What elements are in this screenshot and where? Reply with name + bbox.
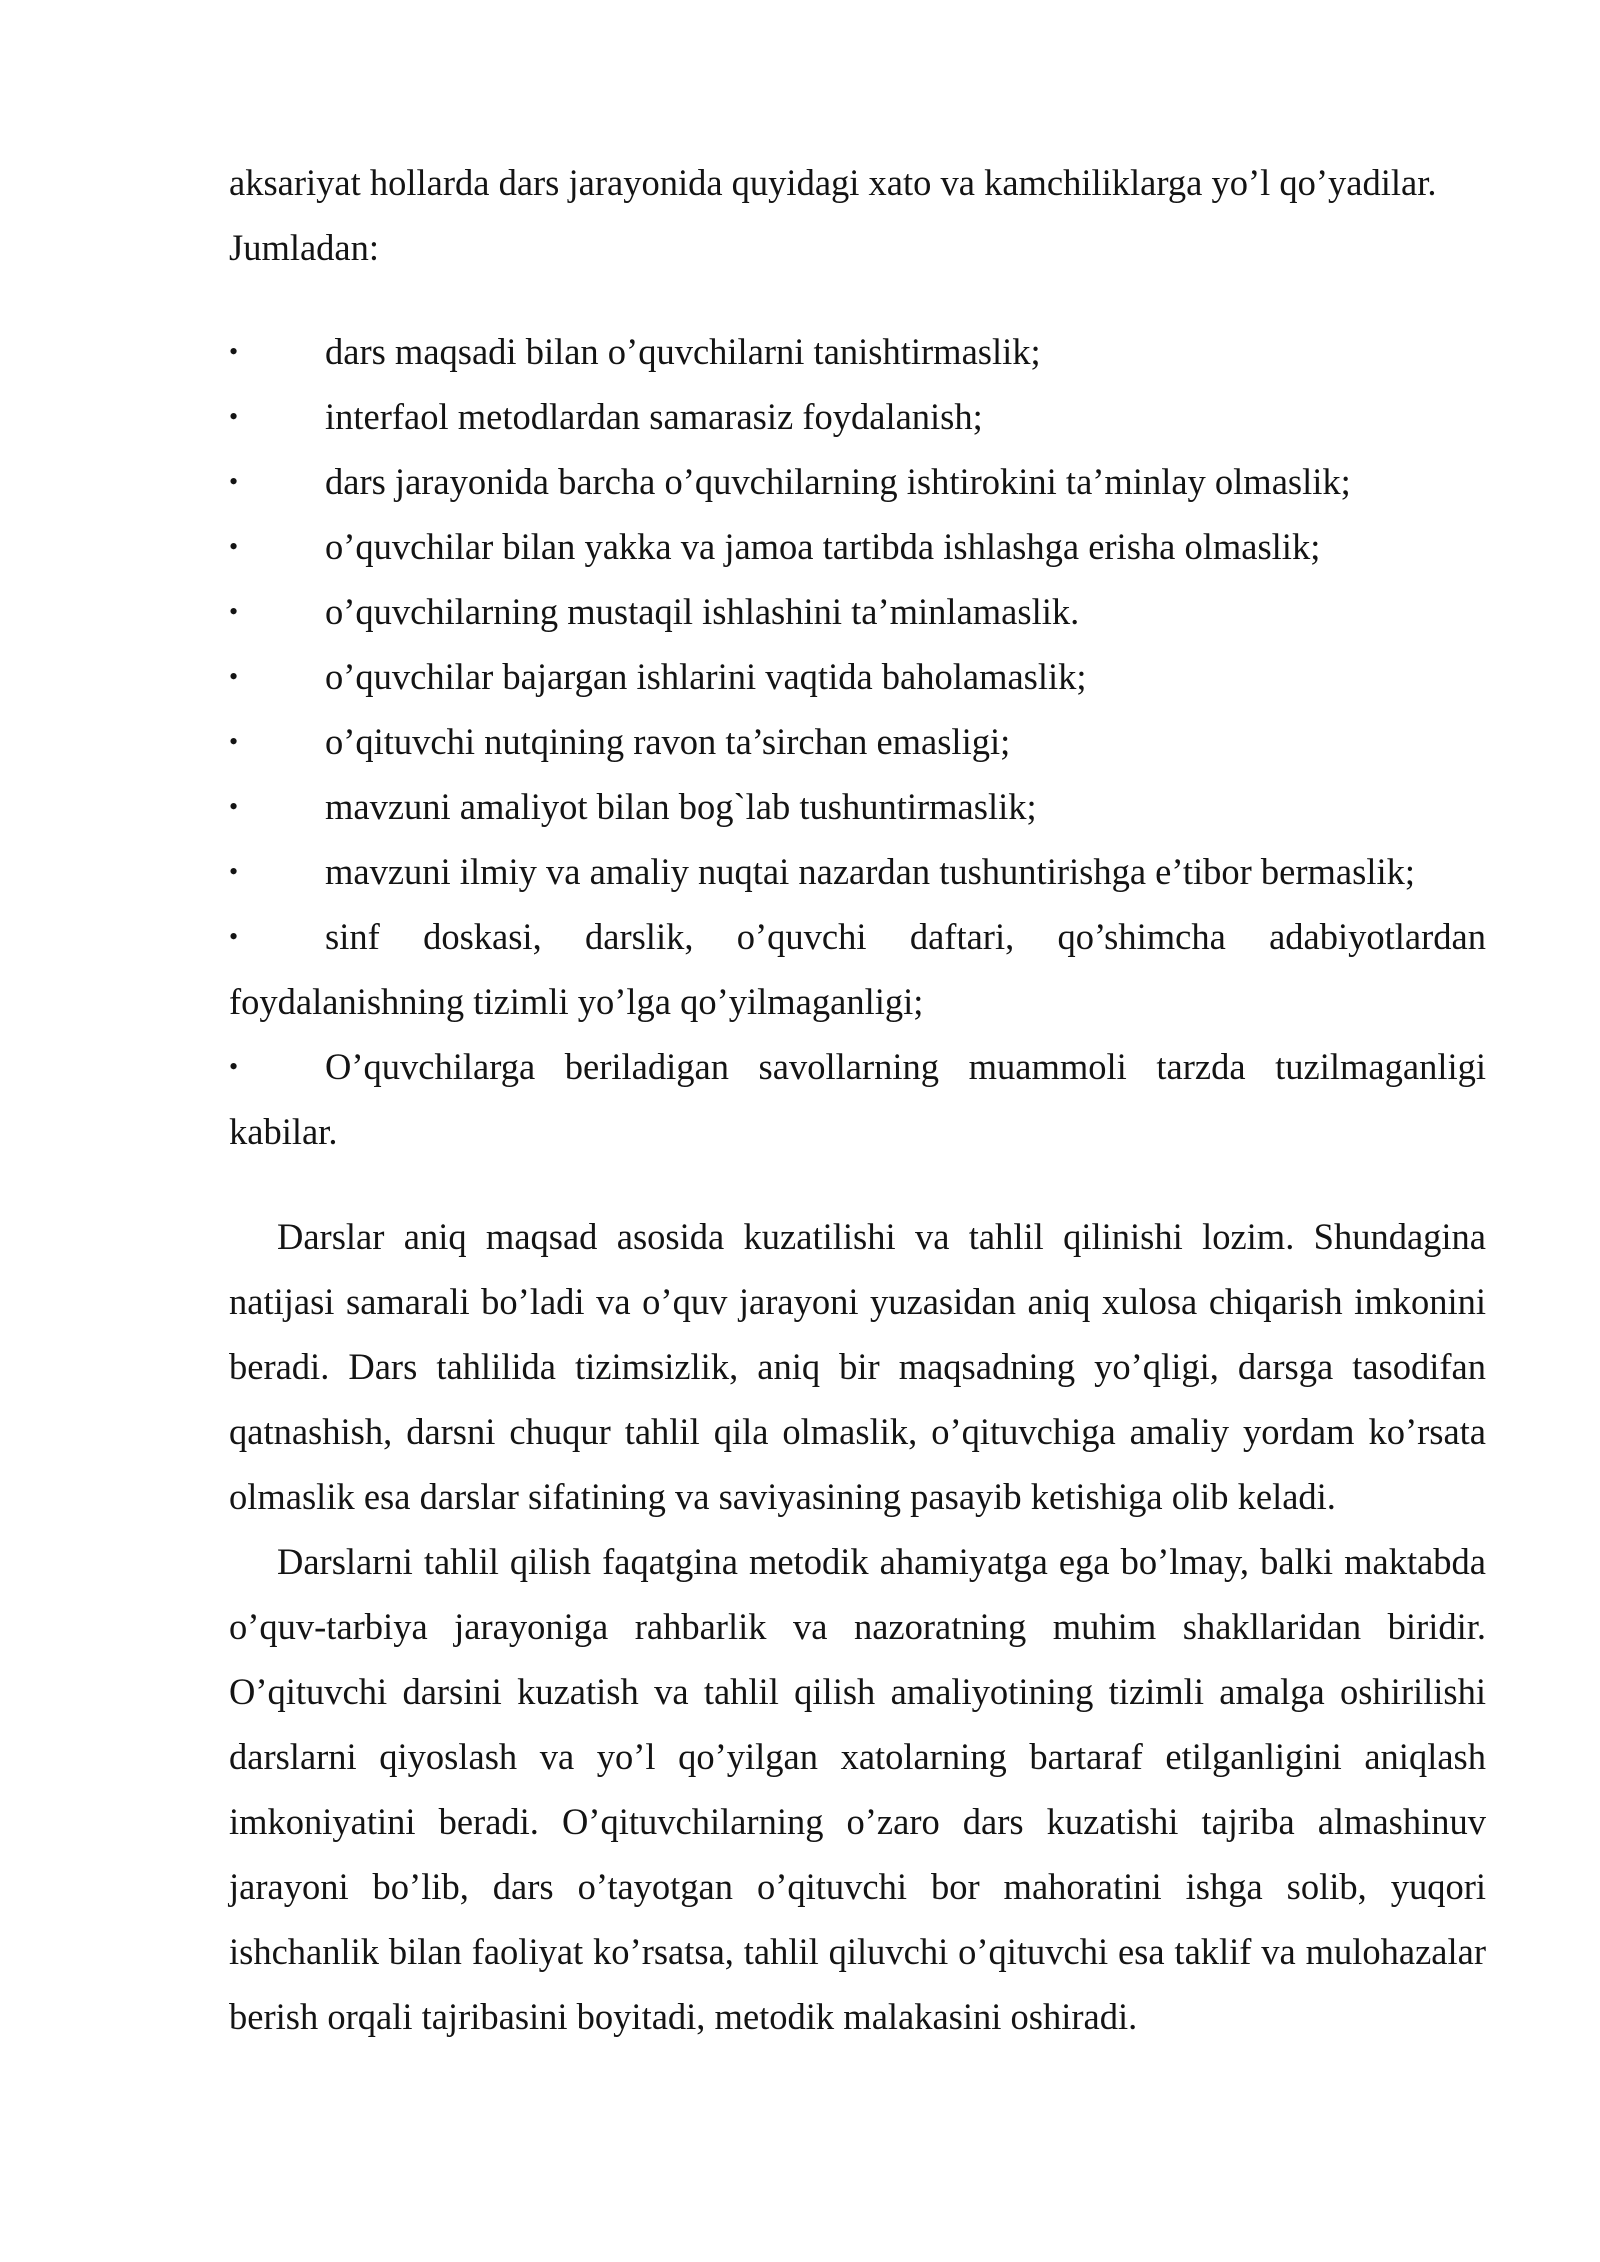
intro-paragraph bbox=[229, 150, 1486, 280]
bullet-icon: • bbox=[229, 857, 239, 886]
list-item-text: dars jarayonida barcha o’quvchilarning ishtirokini ta’minlay olmaslik; bbox=[325, 461, 1351, 502]
bullet-icon: • bbox=[229, 402, 239, 431]
bullet-icon: • bbox=[229, 532, 239, 561]
list-item-text: interfaol metodlardan samarasiz foydalanish; bbox=[325, 396, 983, 437]
bullet-icon: • bbox=[229, 1052, 239, 1081]
list-item bbox=[229, 319, 1486, 384]
list-item-text: mavzuni amaliyot bilan bog`lab tushuntirmaslik; bbox=[325, 786, 1037, 827]
list-item-text: o’qituvchi nutqining ravon ta’sirchan emasligi; bbox=[325, 721, 1011, 762]
bullet-icon: • bbox=[229, 467, 239, 496]
list-item-text: o’quvchilarning mustaqil ishlashini ta’minlamaslik. bbox=[325, 591, 1080, 632]
intro-line-2: Jumladan: bbox=[229, 227, 380, 268]
list-item bbox=[229, 839, 1486, 904]
body-paragraph: Darslar aniq maqsad asosida kuzatilishi va tahlil qilinishi lozim. Shundagina natijasi samarali bo’ladi va o’quv jarayoni yuzasidan aniq xulosa chiqarish imkonini beradi. Dars tahlilida tizimsizlik, aniq bir maqsadning yo’qligi, darsga tasodifan qatnashish, darsni chuqur tahlil qila olmaslik, o’qituvchiga amaliy yordam ko’rsata olmaslik esa darslar sifatining va saviyasining pasayib ketishiga olib keladi. bbox=[229, 1216, 1486, 1517]
bullet-icon: • bbox=[229, 922, 239, 951]
bullet-icon: • bbox=[229, 792, 239, 821]
list-item-text: o’quvchilar bilan yakka va jamoa tartibda ishlashga erisha olmaslik; bbox=[325, 526, 1321, 567]
list-item bbox=[229, 579, 1486, 644]
body-paragraph: Darslarni tahlil qilish faqatgina metodik ahamiyatga ega bo’lmay, balki maktabda o’quv-tarbiya jarayoniga rahbarlik va nazoratning muhim shakllaridan biridir. O’qituvchi darsini kuzatish va tahlil qilish amaliyotining tizimli amalga oshirilishi darslarni qiyoslash va yo’l qo’yilgan xatolarning bartaraf etilganligini aniqlash imkoniyatini beradi. O’qituvchilarning o’zaro dars kuzatishi tajriba almashinuv jarayoni bo’lib, dars o’tayotgan o’qituvchi bor mahoratini ishga solib, yuqori ishchanlik bilan faoliyat ko’rsatsa, tahlil qiluvchi o’qituvchi esa taklif va mulohazalar berish orqali tajribasini boyitadi, metodik malakasini oshiradi. bbox=[229, 1541, 1486, 2037]
list-item-text: mavzuni ilmiy va amaliy nuqtai nazardan tushuntirishga e’tibor bermaslik; bbox=[325, 851, 1415, 892]
bullet-icon: • bbox=[229, 727, 239, 756]
list-item bbox=[229, 514, 1486, 579]
list-item-text: o’quvchilar bajargan ishlarini vaqtida baholamaslik; bbox=[325, 656, 1087, 697]
list-item-text: O’quvchilarga beriladigan savollarning muammoli tarzda tuzilmaganligi kabilar. bbox=[229, 1046, 1486, 1152]
bullet-list bbox=[229, 319, 1486, 1164]
list-item bbox=[229, 709, 1486, 774]
bullet-icon: • bbox=[229, 662, 239, 691]
bullet-icon: • bbox=[229, 337, 239, 366]
list-item bbox=[229, 774, 1486, 839]
list-item bbox=[229, 449, 1486, 514]
list-item-text: dars maqsadi bilan o’quvchilarni tanishtirmaslik; bbox=[325, 331, 1041, 372]
list-item bbox=[229, 384, 1486, 449]
document-page bbox=[229, 150, 1486, 2049]
list-item bbox=[229, 904, 1486, 1034]
bullet-icon: • bbox=[229, 597, 239, 626]
intro-line-1: aksariyat hollarda dars jarayonida quyidagi xato va kamchiliklarga yo’l qo’yadilar. bbox=[229, 162, 1437, 203]
list-item bbox=[229, 644, 1486, 709]
list-item bbox=[229, 1034, 1486, 1164]
list-item-text: sinf doskasi, darslik, o’quvchi daftari, qo’shimcha adabiyotlardan foydalanishning tizimli yo’lga qo’yilmaganligi; bbox=[229, 916, 1486, 1022]
